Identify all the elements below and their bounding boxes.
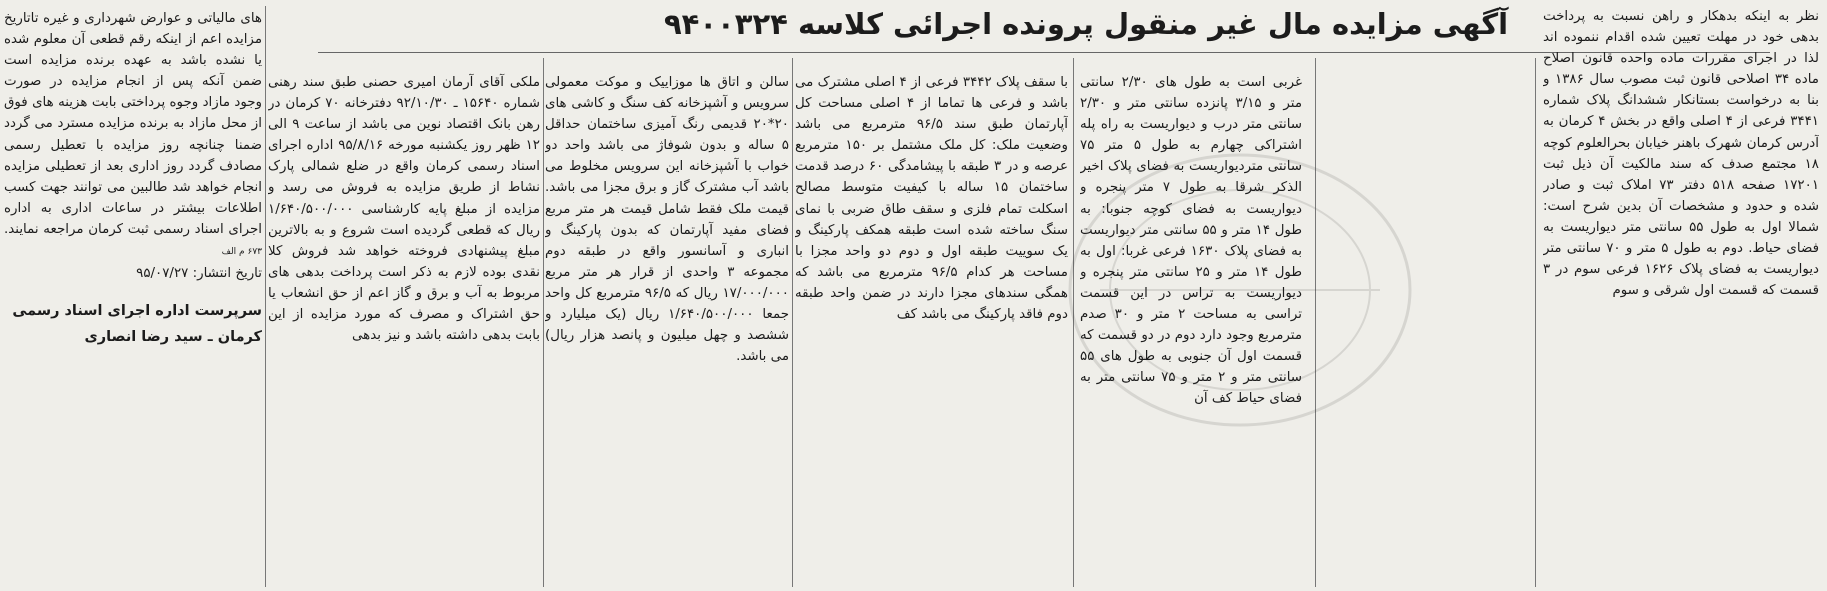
column-5-text: ملکی آقای آرمان امیری حصنی طبق سند رهنی شماره ۱۵۶۴۰ ـ ۹۲/۱۰/۳۰ دفترخانه ۷۰ کرمان در رهن بانک اقتصاد نوین می باشد از ساعت ۹ الی ۱۲ ظهر روز یکشنبه مورخه ۹۵/۸/۱۶ اداره اجرای اسناد رسمی کرمان واقع در ضلع شمالی پارک نشاط از طریق مزایده به فروش می رسد و مزایده از مبلغ پایه کارشناسی ۱/۶۴۰/۵۰۰/۰۰۰ ریال که قطعی گردیده است شروع و به بالاترین مبلغ پیشنهادی فروخته خواهد شد فروش کلا نقدی بوده لازم به ذکر است پرداخت بدهی های مربوط به آب و برق و گاز اعم از حق انشعاب یا حق اشتراک و مصرف که مورد مزایده از این بابت بدهی داشته باشد و نیز بدهی (268, 75, 540, 344)
column-divider (1315, 58, 1316, 587)
publish-date: تاریخ انتشار: ۹۵/۰۷/۲۷ (136, 266, 262, 282)
reference-code: ۶۷۳ م الف (221, 247, 262, 258)
signature-line-2: کرمان ـ سید رضا انصاری (84, 329, 262, 346)
notice-column-4 (545, 72, 789, 591)
column-2-text: غربی است به طول های ۲/۳۰ سانتی متر و ۳/۱۵ پانزده سانتی متر و ۲/۳۰ سانتی متر درب و دیواریست به راه پله اشتراکی چهارم به طول ۵ متر ۷۵ سانتی متردیواریست به فضای پلاک اخیر الذکر شرقا به طول ۷ متر پنجره و دیواریست به فضای کوچه جنوبا: به طول ۱۴ متر و ۵۵ سانتی متر دیواریست به فضای پلاک ۱۶۳۰ فرعی غربا: اول به طول ۱۴ متر و ۲۵ سانتی متر پنجره و دیواریست به تراس در این قسمت تراسی به مساحت ۲ متر و ۳۰ صدم مترمربع وجود دارد دوم در دو قسمت که قسمت اول آن جنوبی به طول های ۵۵ سانتی متر و ۲ متر و ۷۵ سانتی متر به فضای حیاط کف آن (1080, 75, 1302, 407)
notice-column-3 (795, 72, 1068, 591)
column-4-text: سالن و اتاق ها موزاییک و موکت معمولی سرویس و آشپزخانه کف سنگ و کاشی های ۲۰*۲۰ قدیمی رنگ آمیزی ساختمان حداقل ۵ ساله و بدون شوفاژ می باشد واحد دو خواب با آشپزخانه این سرویس مخلوط می باشد آب مشترک گاز و برق مجزا می باشد. قیمت ملک فقط شامل قیمت هر متر مربع فضای مفید آپارتمان که بدون پارکینگ و انباری و آسانسور واقع در طبقه دوم مجموعه ۳ واحدی از قرار هر متر مربع ۱۷/۰۰۰/۰۰۰ ریال که ۹۶/۵ مترمربع کل واحد جمعا ۱/۶۴۰/۵۰۰/۰۰۰ ریال (یک میلیارد و ششصد و چهل میلیون و پانصد هزار ریال) می باشد. (545, 75, 789, 365)
column-divider (265, 6, 266, 587)
column-divider (1535, 58, 1536, 587)
column-divider (1073, 58, 1074, 587)
column-divider (792, 58, 793, 587)
column-6-text: های مالیاتی و عوارض شهرداری و غیره تاتاریخ مزایده اعم از اینکه رقم قطعی آن معلوم شده یا نشده باشد به عهده برنده مزایده است ضمن آنکه پس از انجام مزایده در صورت وجود مازاد وجوه پرداختی بابت هزینه های فوق از محل مازاد به برنده مزایده مسترد می گردد ضمنا چنانچه روز مزایده با تعطیل رسمی مصادف گردد روز اداری بعد از تعطیلی مزایده انجام خواهد شد طالبین می توانند جهت کسب اطلاعات بیشتر در ساعات اداری به اداره اجرای اسناد رسمی ثبت کرمان مراجعه نمایند. (4, 11, 262, 237)
column-3-text: با سقف پلاک ۳۴۴۲ فرعی از ۴ اصلی مشترک می باشد و فرعی ها تماما از ۴ اصلی مساحت کل آپارتمان طبق سند ۹۶/۵ مترمربع می باشد وضعیت ملک: کل ملک مشتمل بر ۱۵۰ مترمربع عرصه و در ۳ طبقه با پیشامدگی ۶۰ درصد قدمت ساختمان ۱۵ ساله با کیفیت متوسط مصالح اسکلت تمام فلزی و سقف طاق ضربی با نمای سنگ ساخته شده است طبقه همکف پارکینگ و یک سوییت طبقه اول و دوم دو واحد مجزا با مساحت هر کدام ۹۶/۵ مترمربع می باشد که همگی سندهای مجزا دارند در ضمن واحد طبقه دوم فاقد پارکینگ می باشد کف (795, 75, 1068, 323)
column-divider (543, 58, 544, 587)
notice-column-6 (4, 8, 262, 591)
signature-line-1: سرپرست اداره اجرای اسناد رسمی (12, 303, 262, 320)
column-1-text: نظر به اینکه بدهکار و راهن نسبت به پرداخت بدهی خود در مهلت تعیین شده اقدام ننموده اند لذا در اجرای مقررات ماده واحده قانون اصلاح ماده ۳۴ اصلاحی قانون ثبت مصوب سال ۱۳۸۶ و بنا به درخواست بستانکار ششدانگ پلاک شماره ۳۴۴۱ فرعی از ۴ اصلی واقع در بخش ۴ کرمان به آدرس کرمان شهرک باهنر خیابان بحرالعلوم کوچه ۱۸ مجتمع صدف که سند مالکیت آن ذیل ثبت ۱۷۲۰۱ صفحه ۵۱۸ دفتر ۷۳ املاک ثبت و صادر شده و حدود و مشخصات آن بدین شرح است: شمالا اول به طول ۵۵ سانتی متر دیواریست به فضای حیاط. دوم به طول ۵ متر و ۷۰ سانتی متر دیواریست به فضای پلاک ۱۶۲۶ فرعی سوم در ۳ قسمت که قسمت اول شرقی و سوم (1543, 9, 1819, 299)
notice-column-1 (1543, 6, 1819, 591)
notice-column-5 (268, 72, 540, 591)
notice-column-2 (1080, 72, 1302, 591)
signature-block (4, 298, 262, 350)
notice-title: آگهی مزایده مال غیر منقول پرونده اجرائی کلاسه ۹۴۰۰۳۲۴ (663, 7, 1509, 41)
